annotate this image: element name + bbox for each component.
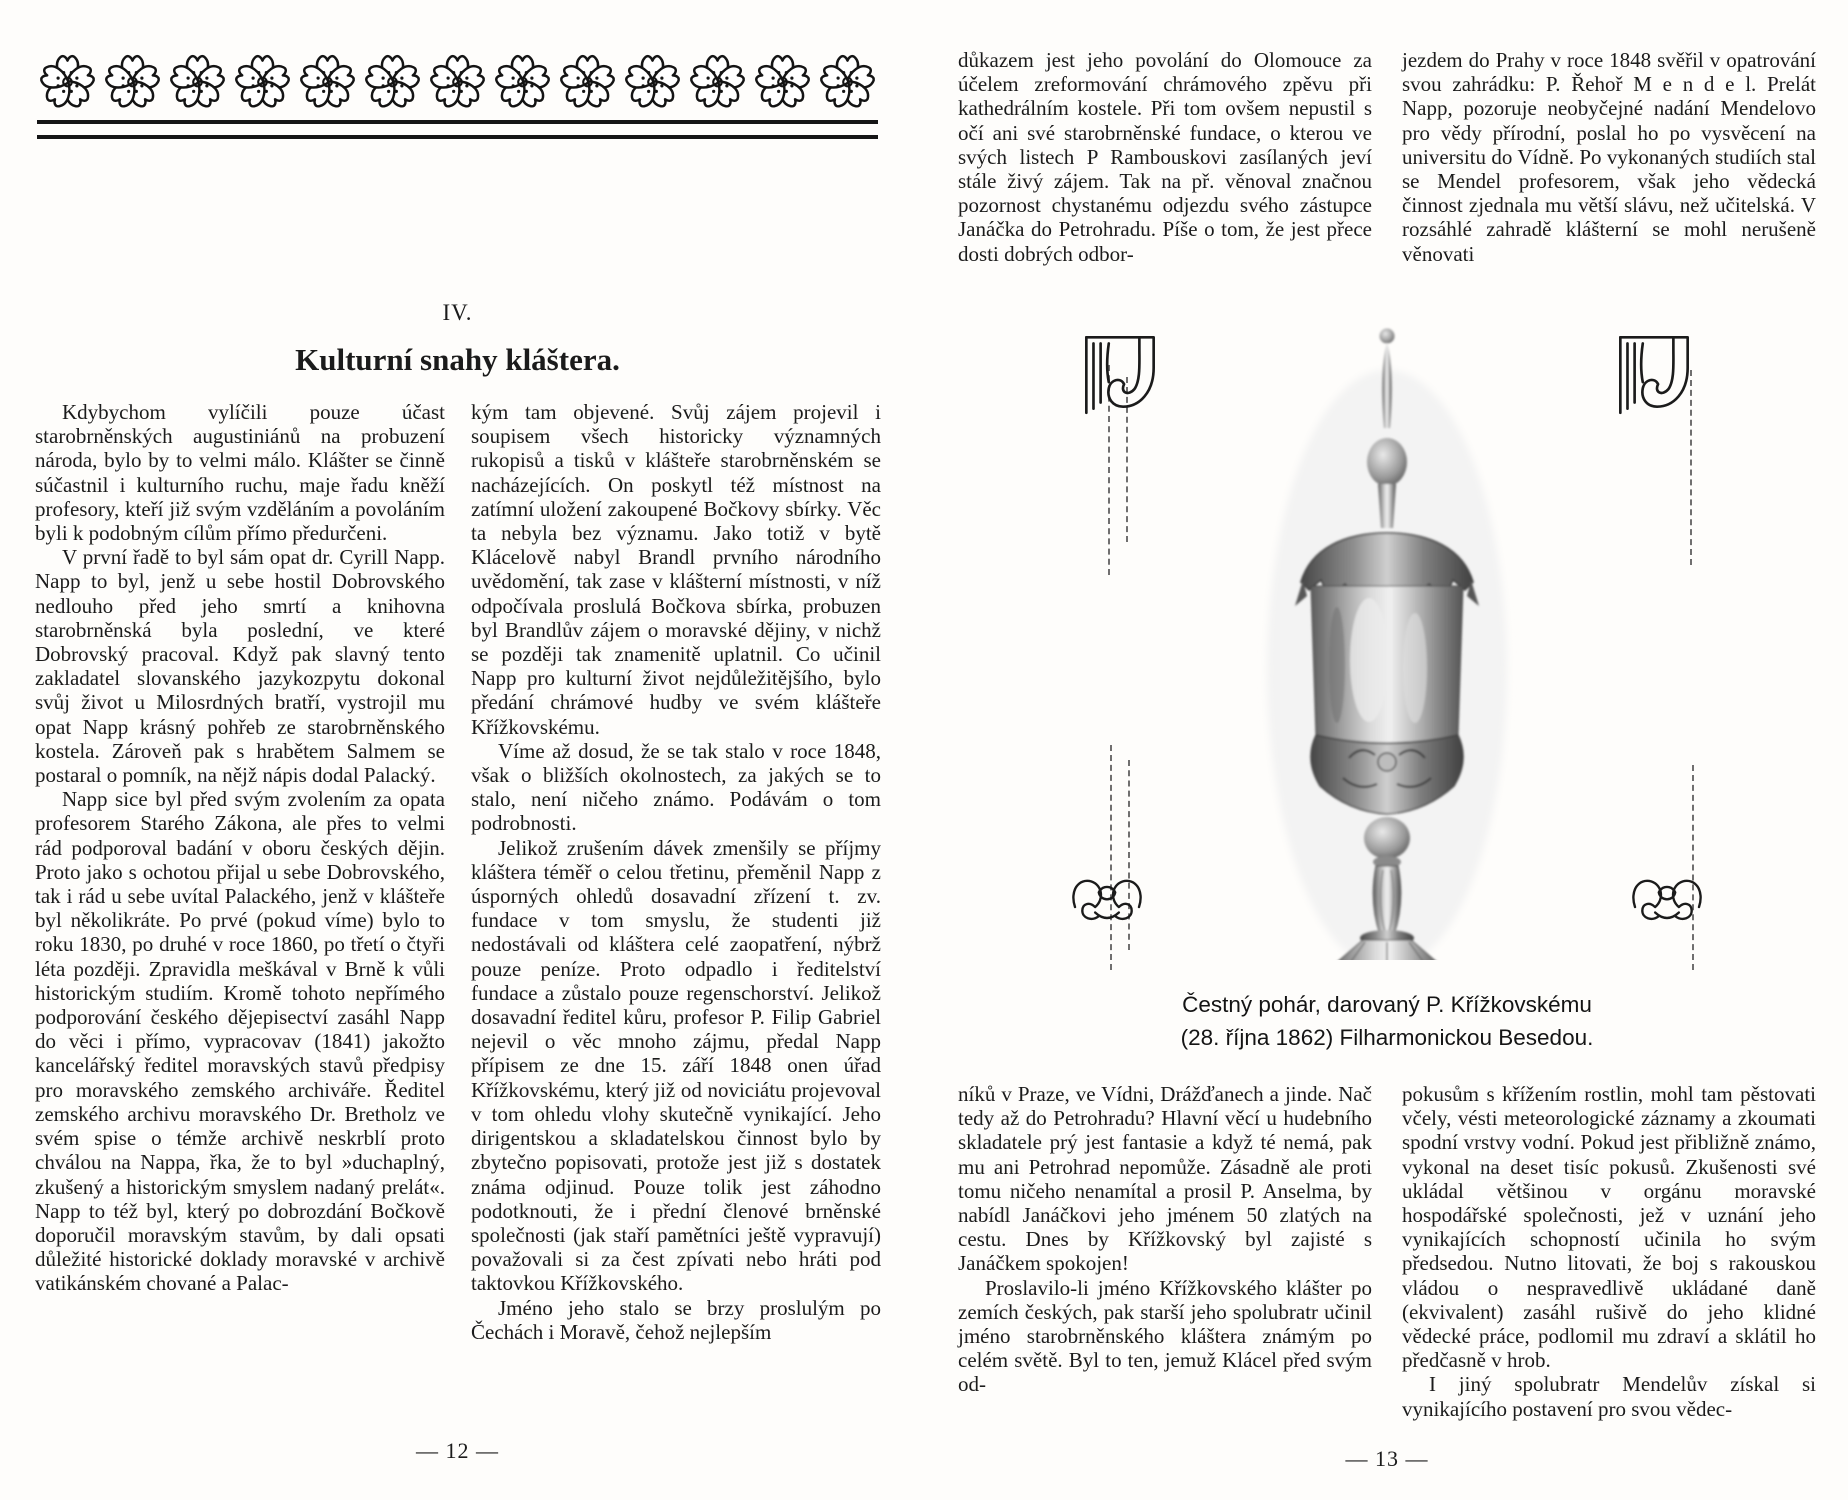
dashed-guide-line	[1126, 377, 1128, 542]
rosette-flower-icon	[295, 50, 360, 114]
text-columns-bottom	[958, 1082, 1816, 1421]
page-number: — 13 —	[1345, 1446, 1429, 1471]
double-rule-divider	[37, 120, 878, 139]
text-columns-top	[958, 48, 1816, 266]
dashed-guide-line	[1128, 760, 1130, 950]
paragraph: Víme až dosud, že se tak stalo v roce 1848, však o bližších okolnostech, za jakých se to stalo, není ničeho známo. Podávám o tom podrobnosti.	[471, 738, 881, 836]
paragraph: níků v Praze, ve Vídni, Drážďanech a jinde. Nač tedy až do Petrohradu? Hlavní věcí u hudebního skladatele prý jest fantasie a když té nemá, pak mu ani Petrohrad nepomůže. Zásadně ale proti tomu ničeho nenamítal a prosil P. Anselma, by nabídl Janáčkovi jeho jménem 50 zlatých na cestu. Dnes by Křížkovský byl zajisté s Janáčkem spokojen!	[958, 1082, 1372, 1276]
goblet-figure	[958, 285, 1816, 980]
rosette-flower-icon	[620, 50, 685, 114]
rosette-flower-icon	[100, 50, 165, 114]
column-left	[958, 1082, 1372, 1421]
figure-caption-line: (28. října 1862) Filharmonickou Besedou.	[1180, 1025, 1594, 1050]
corner-ornament-icon	[1063, 865, 1151, 929]
rosette-flower-icon	[165, 50, 230, 114]
goblet-photo	[1257, 290, 1517, 960]
page-12	[35, 0, 880, 1500]
paragraph: Jelikož zrušením dávek zmenšily se příjmy kláštera téměř o celou třetinu, přeměnil Napp z úsporných ohledů dosavadní zřízení t. zv. fundace v tom smyslu, že studenti již nedostávali od kláštera celé zaopatření, nýbrž pouze peníze. Proto odpadlo i ředitelství fundace a zůstalo pouze regenschorství. Jelikož dosavadní ředitel kůru, profesor P. Filip Gabriel nejevil o věc mnoho zájmu, předal Napp přípisem ze dne 15. září 1848 onen úřad Křížkovskému, který již od noviciátu projevoval v tom ohledu vlohy skutečně vynikající. Jeho dirigentskou a skladatelskou činnost bylo by zbytečno popisovati, protože jest již s dostatek známa odjinud. Pouze tolik jest záhodno podotknouti, že i přední členové brněnské společnosti (jak staří pamětníci ještě vypravují) považovali si za čest zpívati nebo hráti pod taktovkou Křížkovského.	[471, 835, 881, 1296]
rosette-flower-border	[35, 50, 880, 114]
rosette-flower-icon	[685, 50, 750, 114]
column-left	[958, 48, 1372, 266]
paragraph: jezdem do Prahy v roce 1848 svěřil v opatrování svou zahrádku: P. Řehoř M e n d e l. Prelát Napp, pozoruje neobyčejné nadání Mendelovo pro vědy přírodní, poslal ho po vysvěcení na universitu do Vídně. Po vykonaných studiích stal se Mendel profesorem, však jeho vědecká činnost zjednala mu větší slávu, než učitelská. V rozsáhlé zahradě klášterní se mohl nerušeně věnovati	[1402, 48, 1816, 266]
rosette-flower-icon	[815, 50, 880, 114]
column-right	[471, 400, 881, 1344]
paragraph: důkazem jest jeho povolání do Olomouce za účelem zreformování chrámového zpěvu při kathedrálním kostele. Při tom ovšem nepustil s očí ani své starobrněnské fundace, o kterou ve svých listech P Rambouskovi zasílaných jeví stále živý zájem. Tak na př. věnoval značnou pozornost chystanému odjezdu svého zástupce Janáčka do Petrohradu. Píše o tom, že jest přece dosti dobrých odbor-	[958, 48, 1372, 266]
rosette-flower-icon	[230, 50, 295, 114]
rosette-flower-icon	[555, 50, 620, 114]
paragraph: I jiný spolubratr Mendelův získal si vynikajícího postavení pro svou vědec-	[1402, 1372, 1816, 1421]
corner-ornament-icon	[1610, 323, 1698, 425]
corner-ornament-icon	[1623, 865, 1711, 929]
dashed-guide-line	[1110, 745, 1112, 970]
rosette-flower-icon	[425, 50, 490, 114]
column-right	[1402, 48, 1816, 266]
dashed-guide-line	[1692, 765, 1694, 970]
text-columns	[35, 400, 881, 1344]
rosette-flower-icon	[490, 50, 555, 114]
dashed-guide-line	[1690, 370, 1692, 565]
paragraph: Kdybychom vylíčili pouze účast starobrněnských augustiniánů na probuzení národa, bylo by to velmi málo. Klášter se činně súčastnil i kulturního ruchu, maje řadu kněží profesory, kteří již svým vzděláním a povoláním byli k podobným cílům přímo předurčeni.	[35, 400, 445, 546]
page-title: Kulturní snahy kláštera.	[295, 342, 620, 377]
paragraph: kým tam objevené. Svůj zájem projevil i soupisem všech historicky významných rukopisů a tisků v klášteře starobrněnském se nacházejících. On poskytl též místnost na zatímní uložení zakoupené Bočkovy sbírky. Věc ta nebyla bez významu. Jako totiž v bytě Klácelově nabyl Brandl prvního národního uvědomění, tak zase v klášterní místnosti, v níž odpočívala proslulá Bočkova sbírka, probuzen byl Brandlův zájem o moravské dějiny, v nichž se později tak znamenitě uplatnil. Co učinil Napp pro kulturní život nejdůležitějšího, bylo předání chrámové hudby ve svém klášteře Křížkovskému.	[471, 400, 881, 739]
column-left	[35, 400, 445, 1344]
column-right	[1402, 1082, 1816, 1421]
page-13	[958, 0, 1816, 1500]
paragraph: Napp sice byl před svým zvolením za opata profesorem Starého Zákona, ale přes to velmi rád podporoval badání v oboru českých dějin. Proto jako s ochotou přijal u sebe Dobrovského, tak i rád u sebe uvítal Palackého, jenž v klášteře byl několikráte. Po prvé (pokud víme) bylo to roku 1830, po druhé v roce 1860, po třetí o čtyři léta později. Zpravidla meškával v Brně k vůli historickým studiím. Kromě tohoto nepřímého podporování českého dějepisectví zasáhl Napp do věci i přímo, vypracovav (1841) jakožto kancelářský ředitel moravských stavů předpisy pro moravského zemského archiváře. Ředitel zemského archivu moravského Dr. Bretholz ve svém spise o témže archivě neskrblí proto chválou na Nappa, řka, že to byl »duchaplný, zkušený a historickým smyslem nadaný prelát«. Napp to též byl, který po dobrozdání Bočkově doporučil moravským stavům, by dali opsati důležité historické doklady moravské v archivě vatikánském chované a Palac-	[35, 787, 445, 1296]
corner-ornament-icon	[1076, 323, 1164, 425]
rosette-flower-icon	[360, 50, 425, 114]
paragraph: Proslavilo-li jméno Křížkovského klášter po zemích českých, pak starší jeho spolubratr učinil jméno starobrněnského kláštera známým po celém světě. Byl to ten, jemuž Klácel před svým od-	[958, 1275, 1372, 1397]
paragraph: Jméno jeho stalo se brzy proslulým po Čechách i Moravě, čehož nejlepším	[471, 1295, 881, 1344]
figure-caption	[958, 988, 1816, 1054]
paragraph: V první řadě to byl sám opat dr. Cyrill Napp. Napp to byl, jenž u sebe hostil Dobrovského nedlouho před jeho smrtí a knihovna starobrněnská byla poslední, ve které Dobrovský pracoval. Když pak slavný tento zakladatel slovanského jazykozpytu dokonal svůj život u Milosrdných bratří, vystrojil mu opat Napp krásný pohřeb ze starobrněnského kostela. Zároveň pak s hrabětem Salmem se postaral o pomník, na nějž nápis dodal Palacký.	[35, 545, 445, 788]
paragraph: pokusům s křížením rostlin, mohl tam pěstovati včely, vésti meteorologické záznamy a zkoumati spodní vrstvy vodní. Pokud jest přibližně známo, vykonal na deset tisíc pokusů. Zkušenosti své ukládal většinou v orgánu moravské hospodářské společnosti, jež v uznání jeho vynikajících schopností učinila ho svým předsedou. Nutno litovati, že boj s rakouskou vládou o nespravedlivě ukládané daně (ekvivalent) zasáhl rušivě do jeho klidné vědecké práce, podlomil mu zdraví a sklátil ho předčasně v hrob.	[1402, 1082, 1816, 1373]
section-number: IV.	[442, 300, 473, 325]
dashed-guide-line	[1108, 365, 1110, 575]
page-number: — 12 —	[416, 1438, 499, 1463]
rosette-flower-icon	[750, 50, 815, 114]
figure-caption-line: Čestný pohár, darovaný P. Křížkovskému	[1182, 992, 1592, 1017]
rosette-flower-icon	[35, 50, 100, 114]
